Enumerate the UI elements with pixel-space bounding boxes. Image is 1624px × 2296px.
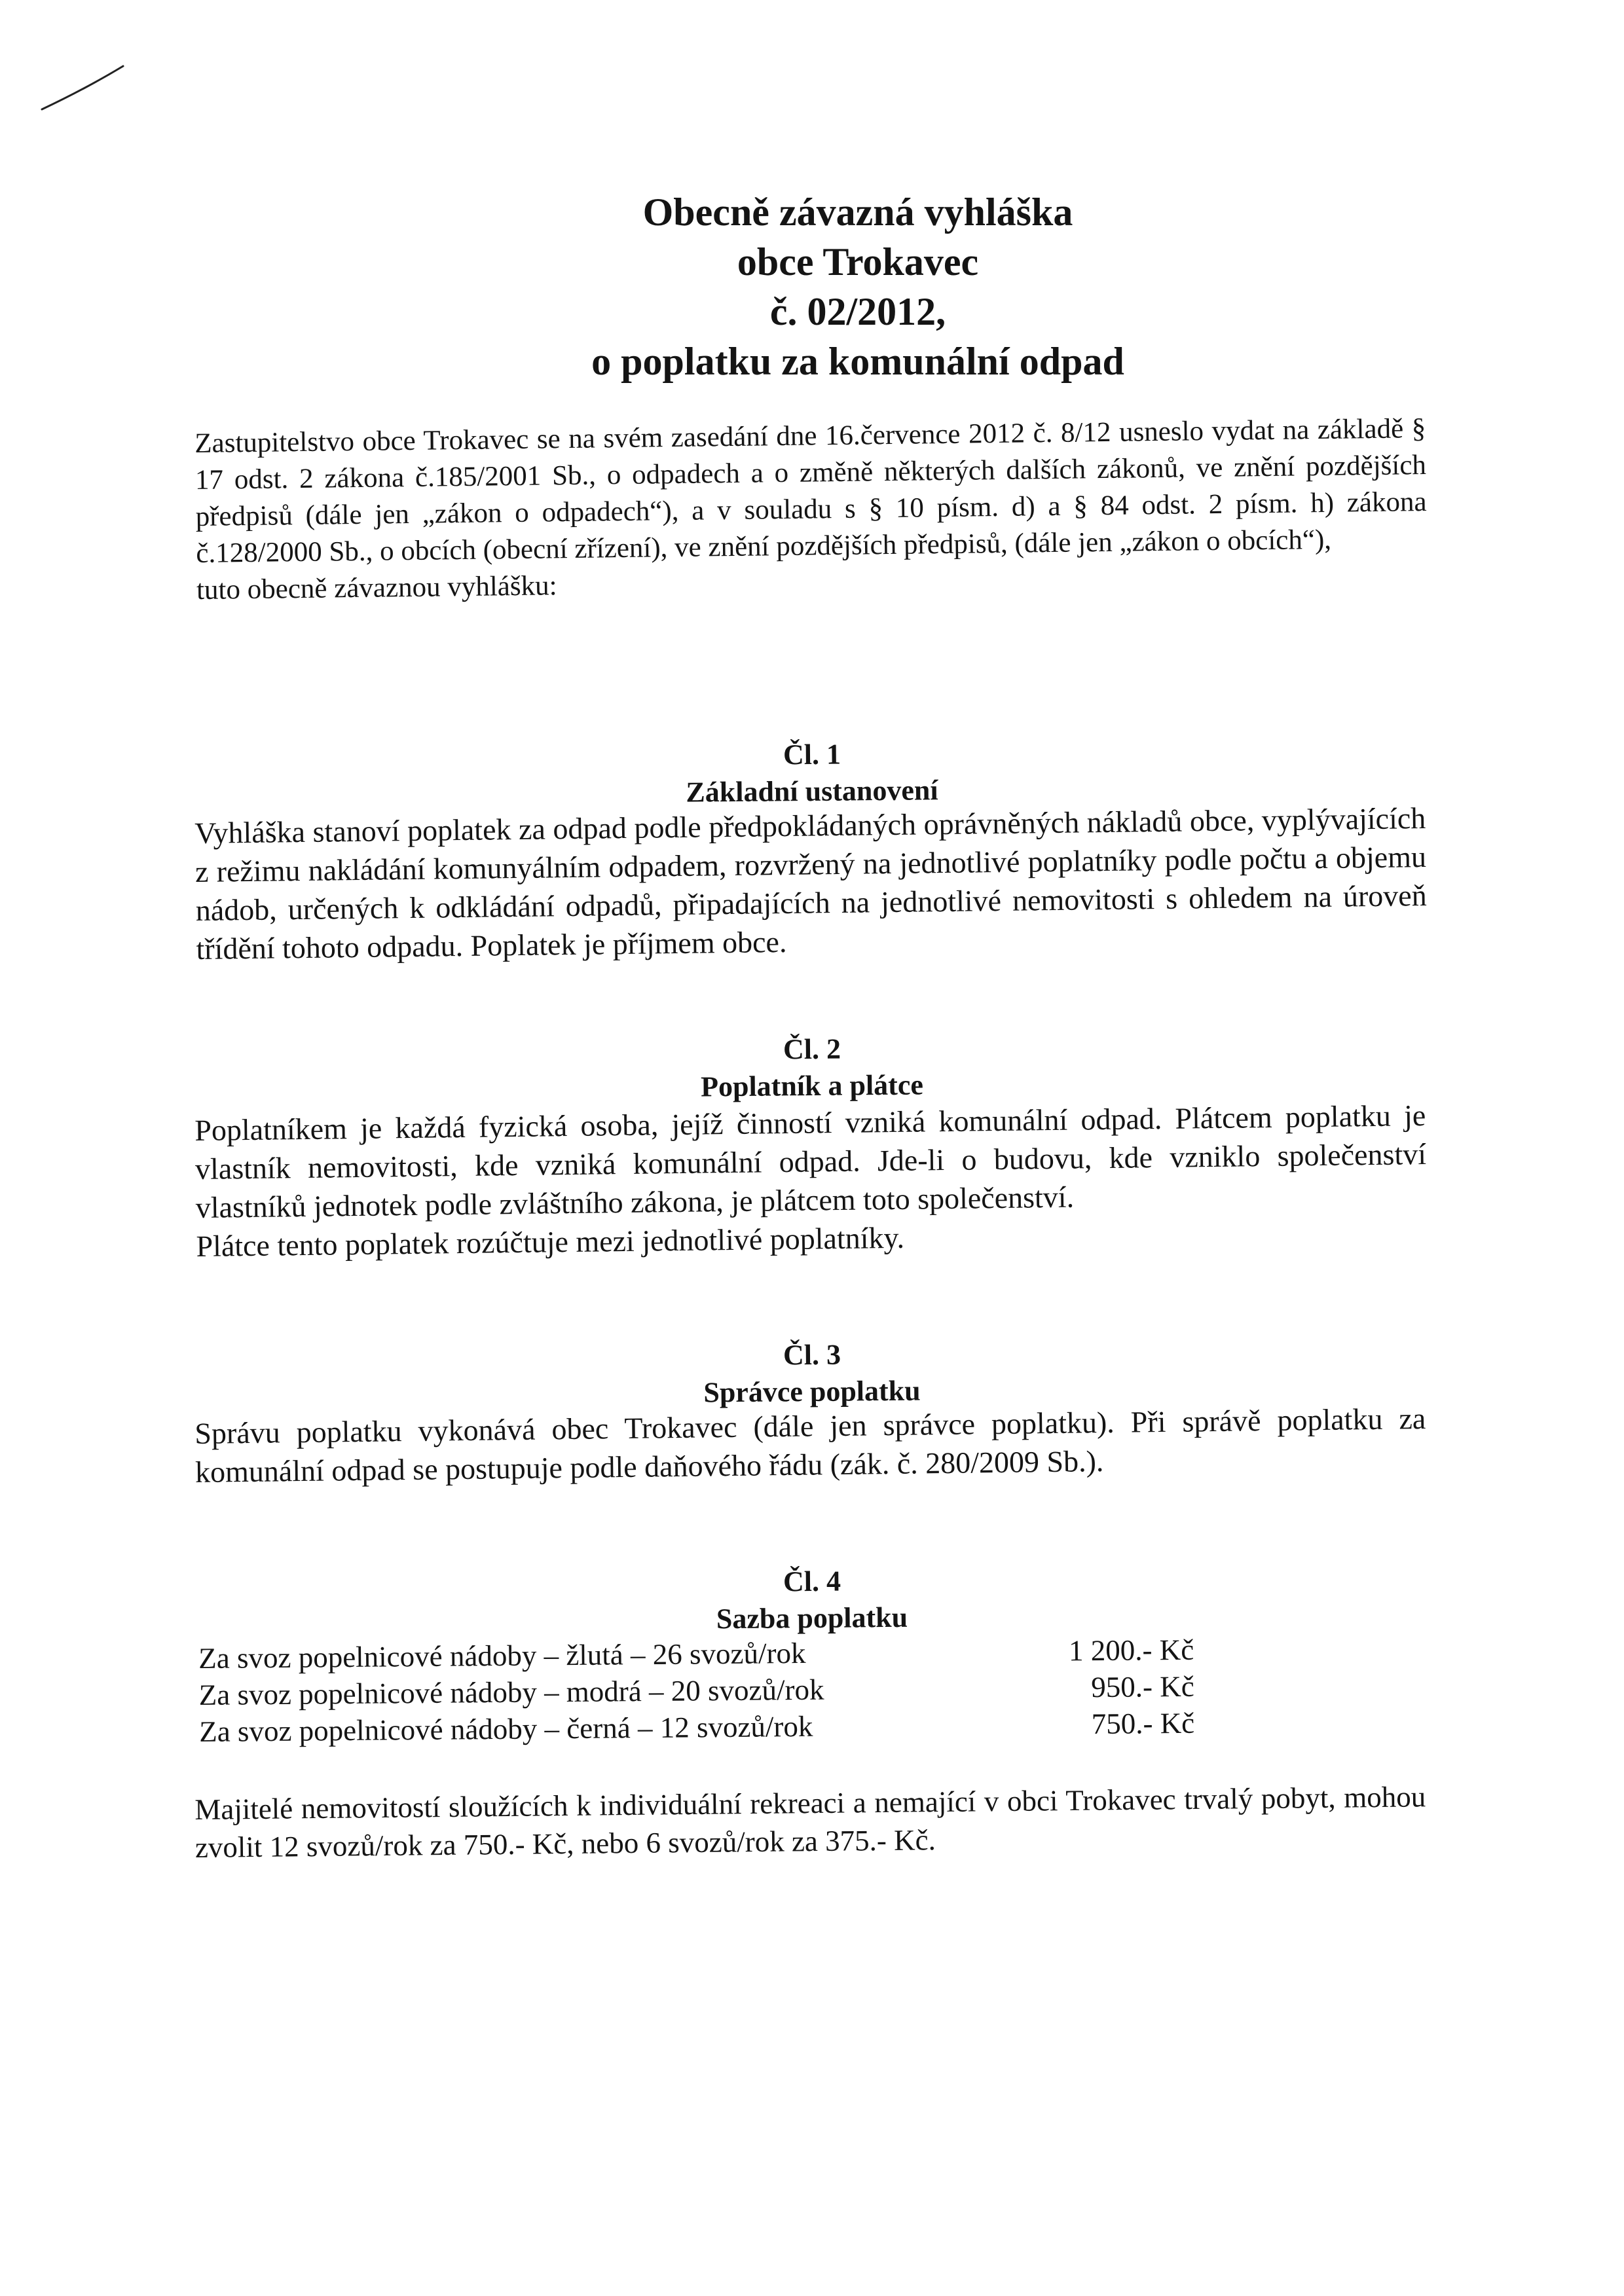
article-2-number: Čl. 2 [783,1032,841,1066]
article-3-body [194,1399,1426,1491]
title-line-4: o poplatku za komunální odpad [591,340,1124,383]
article-2-text-2: Plátce tento poplatek rozúčtuje mezi jednotlivé poplatníky. [196,1220,905,1263]
rate-row [199,1705,1194,1750]
preamble [194,410,1428,609]
rate-amount: 950.- Kč [1090,1669,1194,1704]
article-2-heading: Poplatník a plátce [700,1068,924,1103]
article-4-heading: Sazba poplatku [716,1601,908,1635]
title-line-3: č. 02/2012, [769,290,946,333]
rate-label: Za svoz popelnicové nádoby – žlutá – 26 svozů/rok [198,1636,806,1675]
article-4-note-text: Majitelé nemovitostí sloužících k individuální rekreaci a nemající v obci Trokavec trvalý pobyt, mohou zvolit 12 svozů/rok za 750.- Kč, nebo 6 svozů/rok za 375.- Kč. [194,1780,1426,1864]
article-1-heading: Základní ustanovení [686,774,938,809]
article-3-text: Správu poplatku vykonává obec Trokavec (dále jen správce poplatku). Při správě poplatku za komunální odpad se postupuje podle daňového řádu (zák. č. 280/2009 Sb.). [194,1402,1426,1489]
article-4-note [194,1777,1426,1867]
rate-label: Za svoz popelnicové nádoby – modrá – 20 svozů/rok [198,1673,824,1711]
preamble-closing: tuto obecně závaznou vyhlášku: [196,570,557,606]
preamble-text: Zastupitelstvo obce Trokavec se na svém zasedání dne 16.července 2012 č. 8/12 usneslo vydat na základě § 17 odst. 2 zákona č.185/2001 Sb., o odpadech a o změně některých dalších zákonů, ve znění pozdějších předpisů (dále jen „zákon o odpadech“), a v souladu s § 10 písm. d) a § 84 odst. 2 písm. h) zákona č.128/2000 Sb., o obcích (obecní zřízení), ve znění pozdějších předpisů, (dále jen „zákon o obcích“), [194,413,1427,569]
rate-amount: 750.- Kč [1091,1706,1195,1741]
title-line-1: Obecně závazná vyhláška [642,191,1073,234]
article-3-number: Čl. 3 [783,1338,841,1372]
article-2 [0,1031,1624,1104]
article-1-number: Čl. 1 [783,738,841,771]
rate-amount: 1 200.- Kč [1068,1633,1194,1667]
article-1-text: Vyhláška stanoví poplatek za odpad podle předpokládaných oprávněných nákladů obce, vyplývajících z režimu nakládání komunyálním odpadem, rozvržený na jednotlivé poplatníky podle počtu a objemu nádob, určených k odkládání odpadů, připadajících na jednotlivé nemovitosti s ohledem na úroveň třídění tohoto odpadu. Poplatek je příjmem obce. [194,801,1427,966]
pen-mark-icon [39,62,131,115]
article-3-heading: Správce poplatku [703,1374,921,1409]
title-line-2: obce Trokavec [737,240,979,283]
article-1-body [194,799,1428,968]
article-2-body [194,1096,1428,1266]
article-4 [0,1563,1624,1637]
rate-label: Za svoz popelnicové nádoby – černá – 12 svozů/rok [199,1709,813,1748]
rates-table [198,1631,1194,1750]
article-4-number: Čl. 4 [783,1565,841,1598]
document-title [511,187,1205,386]
article-2-text: Poplatníkem je každá fyzická osoba, jejíž činností vzniká komunální odpad. Plátcem poplatku je vlastník nemovitosti, kde vzniká komunální odpad. Jde-li o budovu, kde vzniklo společenství vlastníků jednotek podle zvláštního zákona, je plátcem toto společenství. [194,1099,1427,1224]
